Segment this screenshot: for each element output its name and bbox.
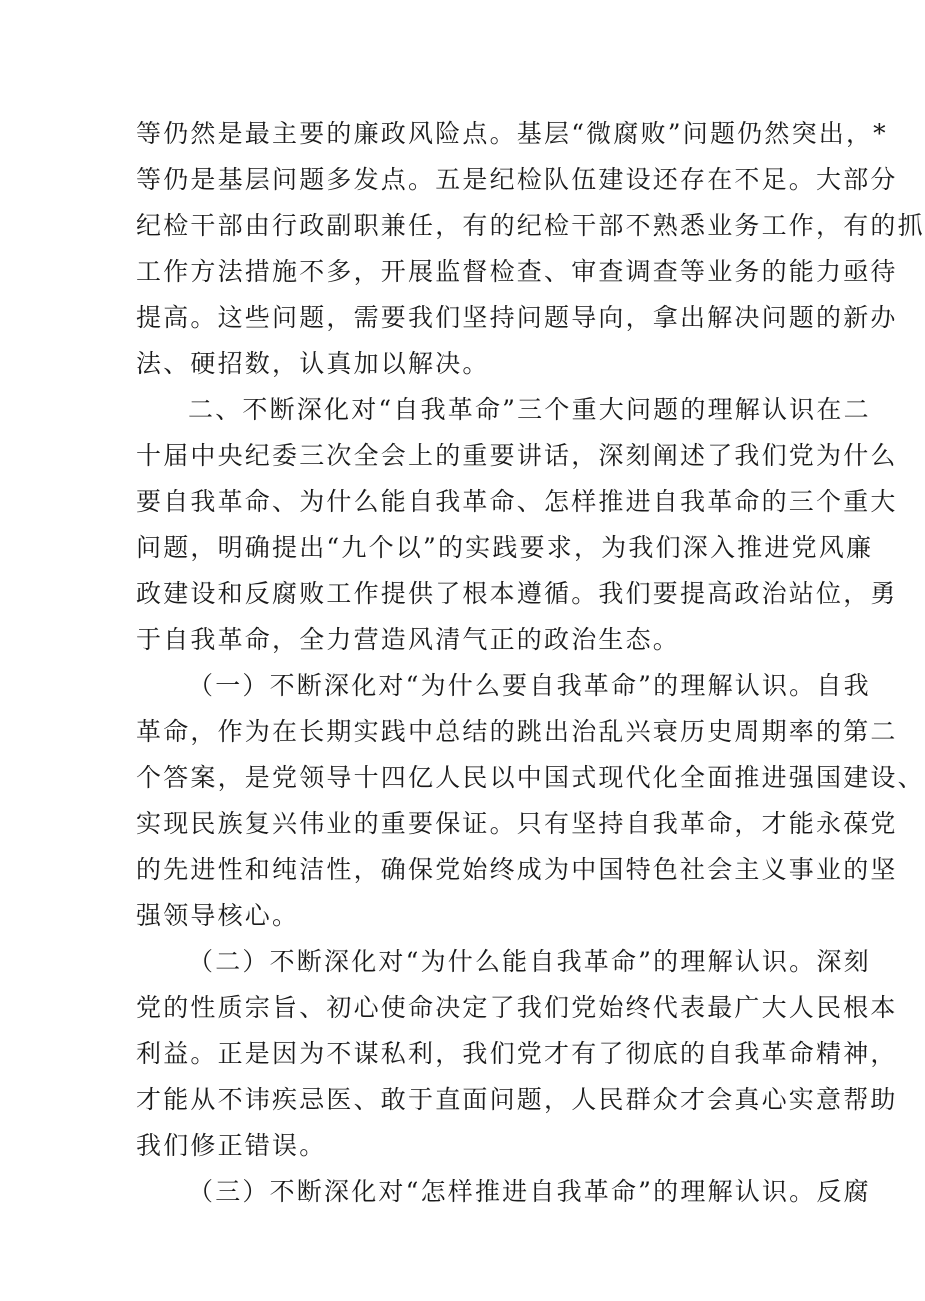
text-line: 于自我革命，全力营造风清气正的政治生态。 [136, 625, 681, 654]
text-line: 等仍是基层问题多发点。五是纪检队伍建设还存在不足。大部分 [136, 165, 898, 194]
text-line: 强领导核心。 [136, 901, 300, 930]
text-line: 要自我革命、为什么能自我革命、怎样推进自我革命的三个重大 [136, 487, 898, 516]
text-line: 问题，明确提出“九个以”的实践要求，为我们深入推进党风廉 [136, 533, 874, 562]
subsection-heading: （一）不断深化对“为什么要自我革命”的理解认识。自我 [188, 671, 871, 700]
text-line: 才能从不讳疾忌医、敢于直面问题，人民群众才会真心实意帮助 [136, 1085, 898, 1114]
text-line: 等仍然是最主要的廉政风险点。基层“微腐败”问题仍然突出，* [136, 119, 888, 148]
text-line: 提高。这些问题，需要我们坚持问题导向，拿出解决问题的新办 [136, 303, 898, 332]
text-line: 纪检干部由行政副职兼任，有的纪检干部不熟悉业务工作，有的抓 [136, 211, 925, 240]
subsection-heading: （三）不断深化对“怎样推进自我革命”的理解认识。反腐 [188, 1177, 871, 1206]
section-heading: 二、不断深化对“自我革命”三个重大问题的理解认识在二 [188, 395, 871, 424]
text-line: 实现民族复兴伟业的重要保证。只有坚持自我革命，才能永葆党 [136, 809, 898, 838]
text-line: 十届中央纪委三次全会上的重要讲话，深刻阐述了我们党为什么 [136, 441, 898, 470]
text-line: 个答案，是党领导十四亿人民以中国式现代化全面推进强国建设、 [136, 763, 925, 792]
text-line: 工作方法措施不多，开展监督检查、审查调查等业务的能力亟待 [136, 257, 898, 286]
text-line: 我们修正错误。 [136, 1131, 327, 1160]
text-line: 利益。正是因为不谋私利，我们党才有了彻底的自我革命精神， [136, 1039, 898, 1068]
text-line: 政建设和反腐败工作提供了根本遵循。我们要提高政治站位，勇 [136, 579, 898, 608]
text-line: 的先进性和纯洁性，确保党始终成为中国特色社会主义事业的坚 [136, 855, 898, 884]
text-line: 法、硬招数，认真加以解决。 [136, 349, 490, 378]
text-line: 党的性质宗旨、初心使命决定了我们党始终代表最广大人民根本 [136, 993, 898, 1022]
text-line: 革命，作为在长期实践中总结的跳出治乱兴衰历史周期率的第二 [136, 717, 898, 746]
subsection-heading: （二）不断深化对“为什么能自我革命”的理解认识。深刻 [188, 947, 871, 976]
